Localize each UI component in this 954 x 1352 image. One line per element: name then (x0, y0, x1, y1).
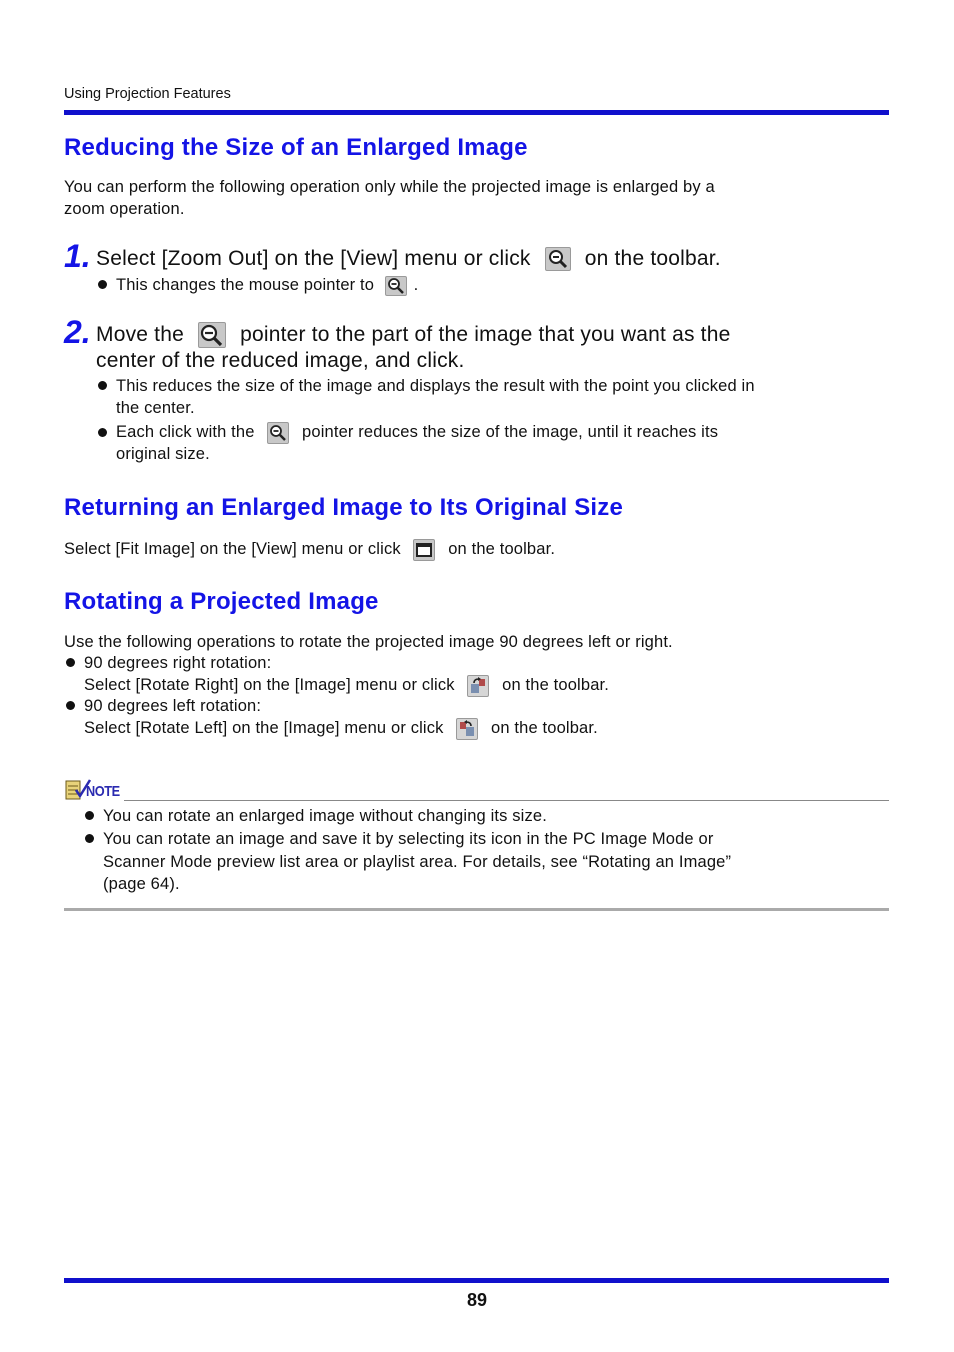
section2-text-after: on the toolbar. (448, 540, 556, 558)
note-icon (64, 778, 122, 802)
note-item-2-line3: (page 64). (103, 875, 180, 893)
zoom-out-pointer-icon (267, 422, 289, 444)
step-2-text-before: Move the (96, 323, 184, 346)
note-item-2-line2: Scanner Mode preview list area or playlist area. For details, see “Rotating an Image” (103, 853, 732, 871)
bullet-dot (85, 811, 94, 820)
zoom-out-pointer-icon (198, 322, 226, 348)
section1-intro-line1: You can perform the following operation only while the projected image is enlarged by a (64, 178, 715, 196)
step-2-bullet2-line2: original size. (116, 445, 210, 463)
zoom-out-icon (545, 247, 571, 271)
section2-text (64, 538, 555, 561)
section-title-reducing: Reducing the Size of an Enlarged Image (64, 134, 528, 161)
note-rule (124, 800, 889, 801)
step-2-bullet1-line2: the center. (116, 399, 195, 417)
step-1-text-after: on the toolbar. (584, 247, 721, 270)
rotate-right-label: 90 degrees right rotation: (84, 654, 272, 672)
step-1-text-before: Select [Zoom Out] on the [View] menu or click (96, 247, 531, 270)
step-2-text (96, 322, 730, 348)
bullet-dot (66, 701, 75, 710)
note-item-1: You can rotate an enlarged image without changing its size. (103, 807, 547, 825)
step-2-number: 2. (64, 314, 91, 350)
rotate-right-icon (467, 675, 489, 697)
step-2-bullet1-line1: This reduces the size of the image and displays the result with the point you clicked in (116, 377, 755, 395)
running-header: Using Projection Features (64, 86, 231, 102)
fit-image-icon (413, 539, 435, 561)
footer-rule (64, 1278, 889, 1283)
rotate-left-text (84, 717, 598, 740)
section1-intro-line2: zoom operation. (64, 200, 185, 218)
bullet-dot (85, 834, 94, 843)
section2-text-before: Select [Fit Image] on the [View] menu or click (64, 540, 401, 558)
bullet-dot (98, 428, 107, 437)
rotate-right-after: on the toolbar. (502, 676, 609, 694)
step-1-number: 1. (64, 238, 91, 274)
rotate-left-label: 90 degrees left rotation: (84, 697, 262, 715)
rotate-left-icon (456, 718, 478, 740)
rotate-right-text (84, 674, 609, 697)
rotate-left-after: on the toolbar. (491, 719, 598, 737)
rotate-left-before: Select [Rotate Left] on the [Image] menu or click (84, 719, 444, 737)
section-title-rotating: Rotating a Projected Image (64, 588, 379, 615)
note-label: NOTE (86, 783, 120, 800)
step-2-bullet2-after: pointer reduces the size of the image, until it reaches its (302, 423, 719, 441)
section3-intro: Use the following operations to rotate the projected image 90 degrees left or right. (64, 633, 673, 651)
bullet-dot (98, 381, 107, 390)
step-2-text-after: pointer to the part of the image that you want as the (240, 323, 731, 346)
step-2-line2: center of the reduced image, and click. (96, 349, 465, 372)
bullet-dot (66, 658, 75, 667)
section-title-returning: Returning an Enlarged Image to Its Original Size (64, 494, 624, 521)
step-2-bullet2-before: Each click with the (116, 423, 255, 441)
step-1-bullet-text: This changes the mouse pointer to (116, 276, 375, 294)
step-1-text (96, 246, 721, 271)
note-bottom-rule (64, 908, 889, 911)
step-2-bullet2-line1 (116, 421, 718, 444)
step-1-bullet (116, 274, 418, 296)
page-number: 89 (466, 1290, 488, 1310)
note-item-2-line1: You can rotate an image and save it by selecting its icon in the PC Image Mode or (103, 830, 714, 848)
bullet-dot (98, 280, 107, 289)
header-rule (64, 110, 889, 115)
step-1-bullet-end: . (413, 276, 419, 294)
rotate-right-before: Select [Rotate Right] on the [Image] menu or click (84, 676, 455, 694)
zoom-out-pointer-icon (385, 276, 407, 296)
